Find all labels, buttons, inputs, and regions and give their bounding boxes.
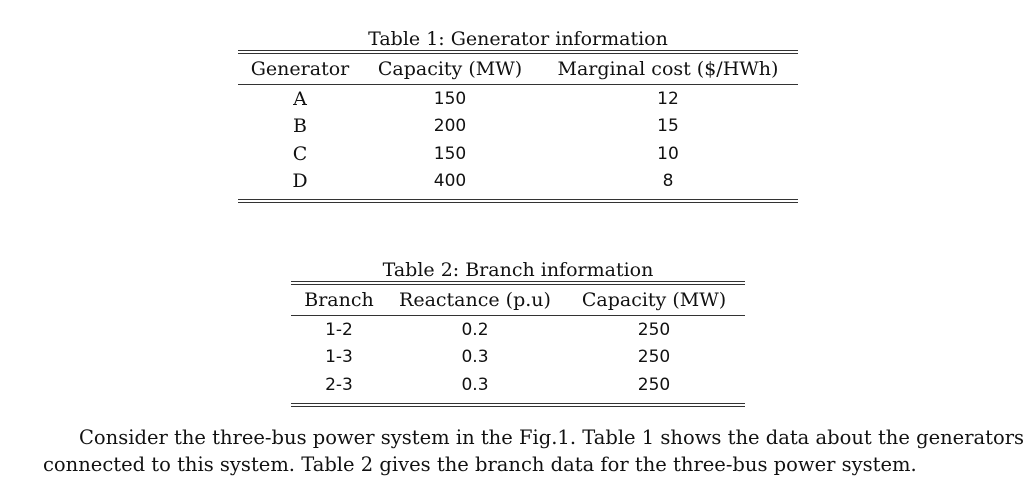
- branch-table-caption: Table 2: Branch information: [382, 259, 654, 281]
- header-branch: Branch: [304, 289, 374, 311]
- capacity-cell: 200: [433, 116, 467, 137]
- header-marginal-cost: Marginal cost ($/HWh): [557, 58, 779, 80]
- reactance-cell: 0.2: [461, 319, 489, 340]
- table-row: [291, 344, 745, 372]
- header-generator: Generator: [250, 58, 350, 80]
- marginal-cost-cell: 12: [657, 88, 679, 109]
- reactance-cell: 0.3: [461, 347, 489, 368]
- paragraph-line: connected to this system. Table 2 gives the branch data for the three-bus power system.: [43, 453, 917, 476]
- generator-table: [238, 28, 798, 203]
- header-capacity: Capacity (MW): [377, 58, 523, 80]
- branch-cell: 1-3: [325, 347, 353, 368]
- table-header-row: [291, 285, 745, 315]
- capacity-cell: 250: [637, 319, 671, 340]
- body-paragraph: [43, 424, 1024, 478]
- header-reactance: Reactance (p.u): [399, 289, 551, 311]
- table-bottom-rule: [291, 403, 745, 407]
- paragraph-line: Consider the three-bus power system in the Fig.1. Table 1 shows the data about the generators: [79, 426, 1024, 449]
- table-row: [238, 168, 798, 196]
- table-row: [291, 371, 745, 399]
- reactance-cell: 0.3: [461, 374, 489, 395]
- table-bottom-rule: [238, 199, 798, 203]
- table-row: [238, 85, 798, 113]
- table-row: [238, 140, 798, 168]
- table-row: [238, 113, 798, 141]
- marginal-cost-cell: 10: [657, 143, 679, 164]
- capacity-cell: 150: [433, 88, 467, 109]
- generator-cell: D: [292, 170, 308, 193]
- table-row: [291, 316, 745, 344]
- generator-cell: A: [293, 87, 307, 110]
- generator-table-caption: Table 1: Generator information: [368, 28, 668, 50]
- header-capacity: Capacity (MW): [581, 289, 727, 311]
- branch-cell: 2-3: [325, 374, 353, 395]
- marginal-cost-cell: 8: [662, 171, 674, 192]
- marginal-cost-cell: 15: [657, 116, 679, 137]
- generator-cell: B: [293, 115, 307, 138]
- capacity-cell: 250: [637, 374, 671, 395]
- table-header-row: [238, 54, 798, 84]
- capacity-cell: 400: [433, 171, 467, 192]
- capacity-cell: 250: [637, 347, 671, 368]
- generator-cell: C: [292, 142, 308, 165]
- branch-table: [291, 259, 745, 407]
- capacity-cell: 150: [433, 143, 467, 164]
- branch-cell: 1-2: [325, 319, 353, 340]
